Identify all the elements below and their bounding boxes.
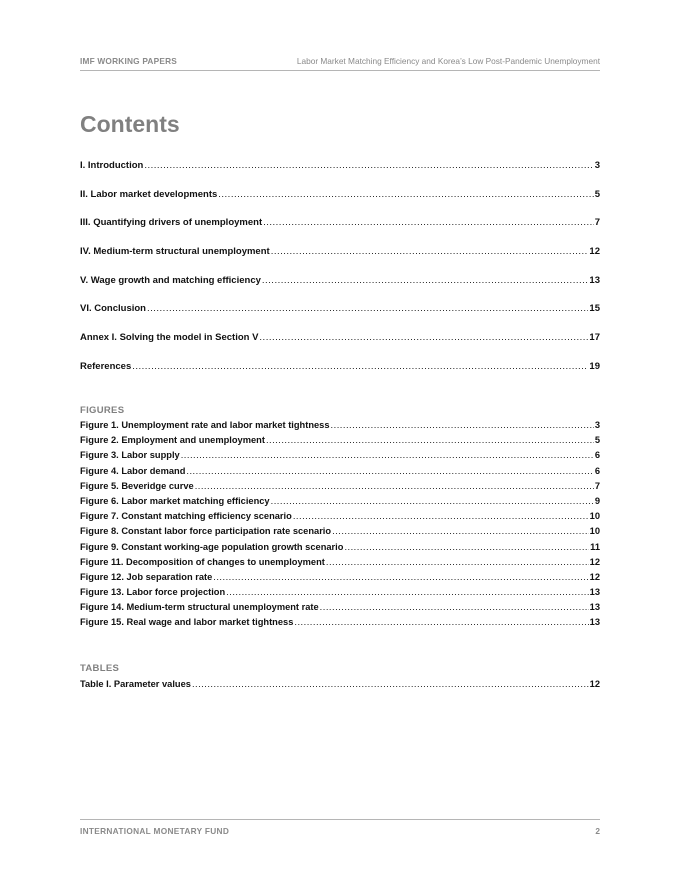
figure-entry[interactable] [80,466,600,481]
toc-entry-label: VI. Conclusion [80,303,146,315]
dot-leader [262,275,589,286]
figure-entry[interactable] [80,420,600,435]
dot-leader [226,587,588,597]
figure-entry[interactable] [80,481,600,496]
table-entry-label: Table I. Parameter values [80,679,191,689]
toc-entry-page: 5 [594,188,600,200]
table-entry-page: 12 [589,679,600,689]
toc-entry-label: I. Introduction [80,160,144,171]
figure-entry-label: Figure 5. Beveridge curve [80,480,194,491]
toc-entry[interactable] [80,217,600,246]
dot-leader [132,361,588,372]
list-of-figures [80,420,600,633]
figure-entry-label: Figure 12. Job separation rate [80,571,213,582]
figure-entry-page: 7 [594,480,600,491]
dot-leader [144,160,593,171]
table-of-contents [80,160,600,390]
figure-entry-page: 13 [589,587,600,598]
figure-entry-page: 11 [590,541,600,552]
page-footer [80,819,600,836]
dot-leader [294,617,588,627]
figure-entry-label: Figure 15. Real wage and labor market tightness [80,617,294,628]
figure-entry-label: Figure 14. Medium-term structural unemployment rate [80,602,319,613]
figure-entry[interactable] [80,450,600,465]
figure-entry[interactable] [80,587,600,602]
toc-entry[interactable] [80,303,600,332]
figure-entry[interactable] [80,496,600,511]
figure-entry-label: Figure 13. Labor force projection [80,587,226,598]
tables-heading: TABLES [80,663,120,674]
figure-entry-label: Figure 8. Constant labor force participation rate scenario [80,526,332,537]
figure-entry-label: Figure 1. Unemployment rate and labor market tightness [80,420,330,430]
figure-entry[interactable] [80,511,600,526]
dot-leader [147,303,588,314]
toc-entry[interactable] [80,189,600,218]
page-header [80,54,600,71]
dot-leader [326,557,589,567]
figure-entry[interactable] [80,435,600,450]
page-number: 2 [595,826,600,836]
figure-entry[interactable] [80,526,600,541]
toc-entry-label: IV. Medium-term structural unemployment [80,246,270,258]
figure-entry[interactable] [80,617,600,632]
figure-entry-page: 12 [589,571,600,582]
table-entry[interactable] [80,679,600,694]
toc-entry-label: References [80,360,132,372]
figure-entry-page: 3 [594,420,600,430]
figure-entry-label: Figure 11. Decomposition of changes to unemployment [80,556,325,567]
toc-entry-label: V. Wage growth and matching efficiency [80,274,261,286]
figure-entry-page: 10 [589,511,600,522]
dot-leader [263,217,594,228]
dot-leader [271,496,594,506]
figure-entry-page: 6 [594,465,600,476]
figure-entry-label: Figure 4. Labor demand [80,465,186,476]
toc-entry-label: II. Labor market developments [80,188,218,200]
figure-entry-page: 13 [589,602,600,613]
dot-leader [332,526,589,536]
toc-entry-page: 12 [589,246,600,258]
header-paper-title: Labor Market Matching Efficiency and Korea’s Low Post-Pandemic Unemployment [296,56,600,66]
dot-leader [266,435,594,445]
figure-entry-label: Figure 7. Constant matching efficiency scenario [80,511,292,522]
dot-leader [186,466,593,476]
figure-entry-page: 9 [594,495,600,506]
toc-entry[interactable] [80,361,600,390]
footer-organization: INTERNATIONAL MONETARY FUND [80,826,230,836]
toc-entry-page: 15 [589,303,600,315]
figure-entry-label: Figure 9. Constant working-age population growth scenario [80,541,344,552]
toc-entry-label: III. Quantifying drivers of unemployment [80,217,263,229]
toc-entry-page: 7 [594,217,600,229]
toc-entry-page: 17 [589,332,600,344]
toc-entry[interactable] [80,332,600,361]
toc-entry-page: 3 [594,160,600,171]
dot-leader [320,602,589,612]
list-of-tables [80,679,600,694]
dot-leader [331,420,594,430]
toc-entry[interactable] [80,275,600,304]
dot-leader [271,246,589,257]
toc-entry[interactable] [80,246,600,275]
figure-entry-label: Figure 3. Labor supply [80,450,180,461]
figure-entry-page: 10 [589,526,600,537]
figure-entry-page: 6 [594,450,600,461]
figure-entry[interactable] [80,542,600,557]
figure-entry-page: 13 [589,617,600,628]
figure-entry[interactable] [80,572,600,587]
dot-leader [259,332,588,343]
figure-entry-page: 12 [589,556,600,567]
figure-entry[interactable] [80,557,600,572]
figures-heading: FIGURES [80,405,125,416]
dot-leader [181,450,594,460]
header-series-name: IMF WORKING PAPERS [80,56,178,66]
dot-leader [213,572,588,582]
figure-entry-page: 5 [594,435,600,446]
figure-entry-label: Figure 6. Labor market matching efficiency [80,495,270,506]
toc-entry-page: 13 [589,274,600,286]
page-title: Contents [80,111,180,137]
dot-leader [344,542,589,552]
figure-entry[interactable] [80,602,600,617]
toc-entry-page: 19 [589,360,600,372]
dot-leader [192,679,589,689]
figure-entry-label: Figure 2. Employment and unemployment [80,435,265,446]
dot-leader [195,481,594,491]
toc-entry[interactable] [80,160,600,189]
dot-leader [218,189,593,200]
toc-entry-label: Annex I. Solving the model in Section V [80,332,259,344]
dot-leader [293,511,589,521]
